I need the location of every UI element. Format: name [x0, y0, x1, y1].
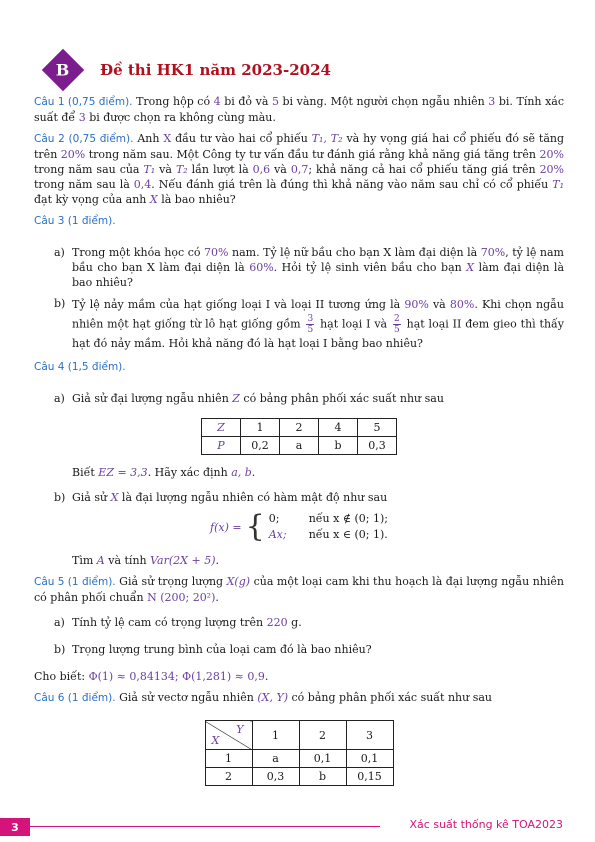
- question-5a: a) Tính tỷ lệ cam có trọng lượng trên 220 g.: [54, 616, 302, 629]
- question-3b: b) Tỷ lệ nảy mầm của hạt giống loại I và loại II tương ứng là 90% và 80%. Khi chọn ngẫu nhiên một hạt giống từ lô hạt giống gồm $\frac{3}{5}$ hạt loại I và $\frac{2}{5}$ hạt loại II đem gieo thì thấy hạt đó nảy mầm. Hỏi khả năng đó là hạt loại I bằng bao nhiêu?: [54, 297, 565, 350]
- table-row: 2 0,3 b 0,15: [205, 768, 393, 786]
- footer-title: Xác suất thống kê TOA2023: [409, 818, 563, 831]
- question-6-label: Câu 6 (1 điểm).: [34, 692, 116, 704]
- section-header: [44, 52, 331, 88]
- page-title: Đề thi HK1 năm 2023-2024: [100, 61, 331, 79]
- section-badge: B: [42, 49, 84, 91]
- question-4b-task: Tìm A và tính Var(2X + 5).: [72, 554, 219, 567]
- question-4: [34, 359, 564, 375]
- table-corner-cell: Y X: [205, 721, 252, 750]
- question-5-label: Câu 5 (1 điểm).: [34, 576, 116, 588]
- question-5-given: Cho biết: Φ(1) ≈ 0,84134; Φ(1,281) ≈ 0,9.: [34, 670, 269, 683]
- question-5b: b) Trọng lượng trung bình của loại cam đó là bao nhiêu?: [54, 643, 372, 656]
- fraction-3-5: $\frac{3}{5}$: [307, 314, 314, 335]
- question-3a: a) Trong một khóa học có 70% nam. Tỷ lệ nữ bầu cho bạn X làm đại diện là 70%, tỷ lệ nam bầu cho bạn X làm đại diện là 60%. Hỏi tỷ lệ sinh viên bầu cho bạn X làm đại diện là bao nhiêu?: [54, 246, 564, 289]
- density-function: f(x) = { 0; nếu x ∉ (0; 1); Ax; nếu x ∈ (0; 1).: [210, 509, 388, 544]
- question-4b: b) Giả sử X là đại lượng ngẫu nhiên có hàm mật độ như sau: [54, 491, 388, 504]
- question-5: Câu 5 (1 điểm). Giả sử trọng lượng X(g) của một loại cam khi thu hoạch là đại lượng ngẫu nhiên có phân phối chuẩn N (200; 20²).: [34, 575, 564, 604]
- question-2: Câu 2 (0,75 điểm). Anh X đầu tư vào hai cổ phiếu T₁, T₂ và hy vọng giá hai cổ phiếu đó sẽ tăng trên 20% trong năm sau. Một Công ty tư vấn đầu tư đánh giá rằng khả năng giá tăng trên 20% trong năm sau của T₁ và T₂ lần lượt là 0,6 và 0,7; khả năng cả hai cổ phiếu tăng giá trên 20% trong năm sau là 0,4. Nếu đánh giá trên là đúng thì khả năng vào năm sau chỉ có cổ phiếu T₁ đạt kỳ vọng của anh X là bao nhiêu?: [34, 132, 565, 206]
- question-6: Câu 6 (1 điểm). Giả sử vectơ ngẫu nhiên (X, Y) có bảng phân phối xác suất như sau: [34, 691, 492, 704]
- question-1: Câu 1 (0,75 điểm). Trong hộp có 4 bi đỏ và 5 bi vàng. Một người chọn ngẫu nhiên 3 bi. Tính xác suất để 3 bi được chọn ra không cùng màu.: [34, 95, 565, 124]
- fraction-2-5: $\frac{2}{5}$: [394, 314, 400, 335]
- table-row: 1 a 0,1 0,1: [205, 750, 393, 768]
- question-1-label: Câu 1 (0,75 điểm).: [34, 96, 133, 108]
- joint-distribution-table: Y X 1 2 3 1 a 0,1 0,1 2 0,3 b 0,15: [205, 720, 394, 786]
- question-4a: a) Giả sử đại lượng ngẫu nhiên Z có bảng phân phối xác suất như sau: [54, 392, 444, 405]
- exam-content: [34, 94, 564, 786]
- distribution-table-z: Z 1 2 4 5 P 0,2 a b 0,3: [201, 418, 397, 455]
- question-4a-given: Biết EZ = 3,3. Hãy xác định a, b.: [72, 466, 256, 479]
- page-number: 3: [0, 818, 30, 836]
- page-footer: [0, 818, 595, 836]
- question-3: [34, 213, 564, 229]
- question-2-label: Câu 2 (0,75 điểm).: [34, 133, 134, 145]
- question-4-label: Câu 4 (1,5 điểm).: [34, 361, 126, 373]
- question-3-label: Câu 3 (1 điểm).: [34, 215, 116, 227]
- footer-rule: [30, 826, 380, 827]
